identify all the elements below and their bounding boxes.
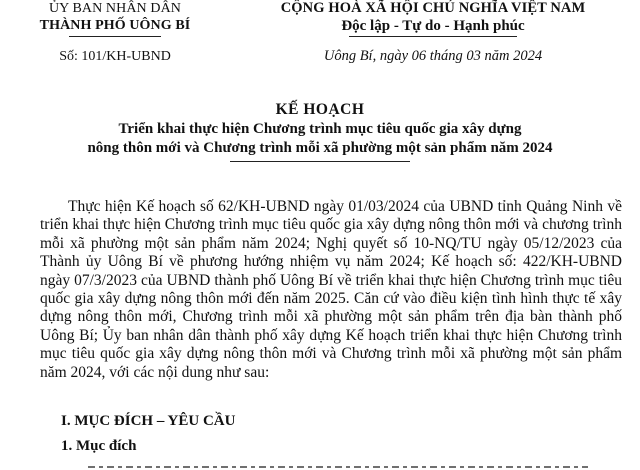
subsection-heading-1: 1. Mục đích — [61, 438, 137, 454]
document-title-block — [0, 100, 640, 162]
document-type: KẾ HOẠCH — [275, 101, 365, 118]
section-heading-1: I. MỤC ĐÍCH – YÊU CẦU — [61, 413, 236, 429]
national-header-block — [228, 0, 638, 65]
document-number: Số: 101/KH-UBND — [59, 49, 171, 64]
title-line-1: Triển khai thực hiện Chương trình mục tiêu quốc gia xây dựng — [118, 121, 522, 137]
nation-name: CỘNG HOÀ XÃ HỘI CHỦ NGHĨA VIỆT NAM — [280, 0, 586, 16]
cut-off-text-line — [88, 462, 588, 470]
motto-underline — [349, 36, 517, 37]
national-motto: Độc lập - Tự do - Hạnh phúc — [341, 18, 525, 34]
title-underline — [230, 161, 410, 162]
authority-underline — [69, 36, 161, 37]
issuing-authority-block — [20, 0, 210, 65]
authority-name-line2: THÀNH PHỐ UÔNG BÍ — [39, 18, 191, 33]
authority-name-line1: ỦY BAN NHÂN DÂN — [48, 1, 182, 16]
title-line-2: nông thôn mới và Chương trình mỗi xã phường một sản phẩm năm 2024 — [87, 140, 553, 156]
intro-paragraph: Thực hiện Kế hoạch số 62/KH-UBND ngày 01/03/2024 của UBND tỉnh Quảng Ninh về triển khai thực hiện Chương trình mục tiêu quốc gia xây dựng nông thôn mới và chương trình mỗi xã phường một sản phẩm năm 2024; Nghị quyết số 10-NQ/TU ngày 05/12/2023 của Thành ủy Uông Bí về phương hướng nhiệm vụ năm 2024; Kế hoạch số: 422/KH-UBND ngày 07/3/2023 của UBND thành phố Uông Bí về triển khai thực hiện Chương trình mục tiêu quốc gia xây dựng nông thôn mới đến năm 2025. Căn cứ vào điều kiện tình hình thực tế xây dựng nông thôn mới, Chương trình mỗi xã phường một sản phẩm trên địa bàn thành phố Uông Bí; Ủy ban nhân dân thành phố xây dựng Kế hoạch triển khai thực hiện Chương trình mục tiêu quốc gia xây dựng nông thôn mới và Chương trình mỗi xã phường một sản phẩm năm 2024, với các nội dung như sau: — [40, 198, 622, 381]
place-and-date: Uông Bí, ngày 06 tháng 03 năm 2024 — [323, 48, 543, 64]
